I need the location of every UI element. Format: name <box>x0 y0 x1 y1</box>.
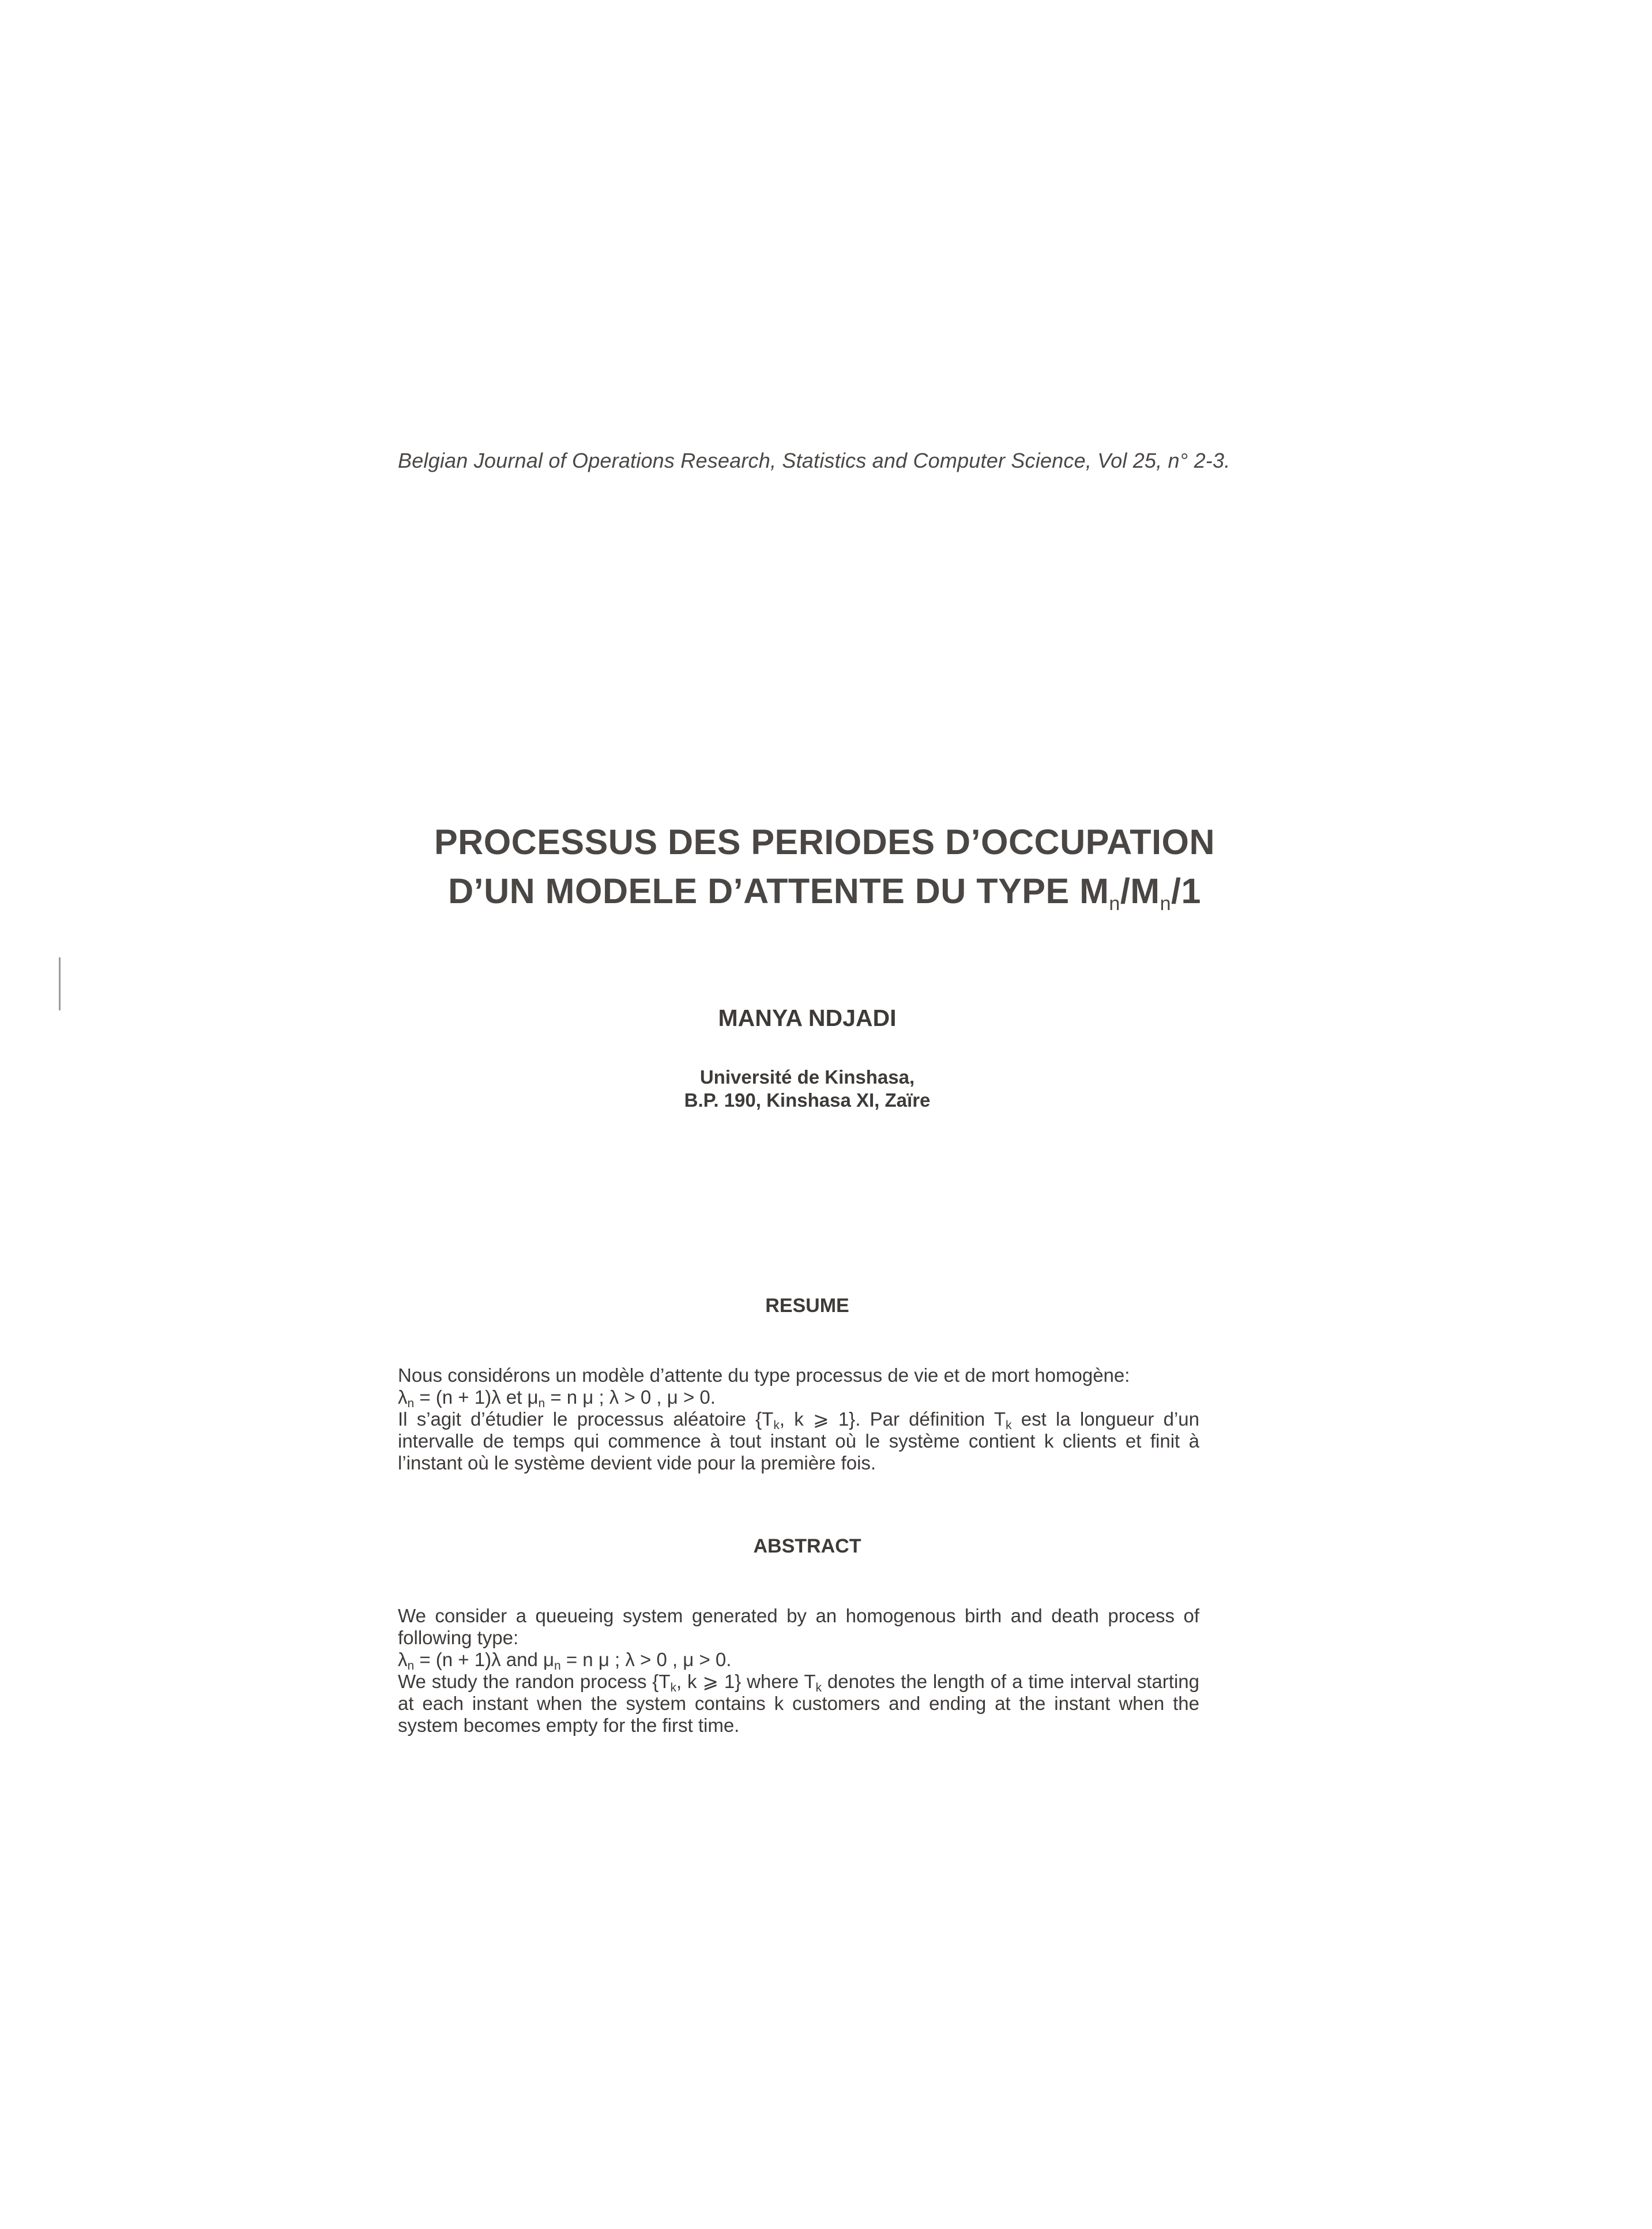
title-line-2-mid: /M <box>1120 871 1160 911</box>
definition-subscript: k <box>773 1419 780 1432</box>
formula-text: = (n + 1)λ et μ <box>414 1386 539 1408</box>
scan-edge-mark <box>59 957 61 1010</box>
formula-subscript: n <box>554 1659 561 1672</box>
definition-text: Il s’agit d’étudier le processus aléatoire {T <box>398 1408 774 1430</box>
formula-text: = (n + 1)λ and μ <box>414 1649 554 1670</box>
definition-subscript: k <box>815 1681 822 1694</box>
abstract-body <box>398 1605 1199 1736</box>
title-line-2-prefix: D’UN MODELE D’ATTENTE DU TYPE M <box>448 871 1109 911</box>
title-line-2-suffix: /1 <box>1171 871 1201 911</box>
paper-title <box>323 818 1326 916</box>
abstract-intro: We consider a queueing system generated by an homogenous birth and death process of following type: <box>398 1605 1199 1648</box>
author-name: MANYA NDJADI <box>718 1005 897 1031</box>
definition-subscript: k <box>670 1681 676 1694</box>
abstract-formula <box>398 1649 1199 1671</box>
formula-symbol: λ <box>398 1386 408 1408</box>
journal-header: Belgian Journal of Operations Research, Statistics and Computer Science, Vol 25, n° 2-3. <box>398 449 1230 472</box>
formula-subscript: n <box>538 1397 545 1410</box>
formula-text: = n μ ; λ > 0 , μ > 0. <box>545 1386 716 1408</box>
resume-formula <box>398 1386 1199 1408</box>
definition-text: , k ⩾ 1}. Par définition T <box>779 1408 1006 1430</box>
resume-heading: RESUME <box>765 1295 849 1317</box>
affiliation <box>577 1066 1038 1112</box>
definition-subscript: k <box>1006 1419 1012 1432</box>
formula-text: = n μ ; λ > 0 , μ > 0. <box>560 1649 732 1670</box>
affiliation-line-1: Université de Kinshasa, <box>699 1066 915 1088</box>
resume-intro: Nous considérons un modèle d’attente du type processus de vie et de mort homogène: <box>398 1365 1130 1386</box>
definition-text: , k ⩾ 1} where T <box>676 1671 816 1692</box>
definition-text: est la longueur d’un intervalle de temps qui commence à tout instant où le système contient k clients et finit à l’instant où le système devient vide pour la première fois. <box>398 1408 1199 1474</box>
title-line-1: PROCESSUS DES PERIODES D’OCCUPATION <box>434 822 1216 862</box>
formula-subscript: n <box>407 1397 415 1410</box>
definition-text: We study the randon process {T <box>398 1671 671 1692</box>
abstract-heading: ABSTRACT <box>753 1535 861 1557</box>
formula-subscript: n <box>407 1659 415 1672</box>
formula-symbol: λ <box>398 1649 408 1670</box>
resume-definition <box>398 1408 1199 1474</box>
title-subscript: n <box>1160 893 1171 915</box>
title-subscript: n <box>1109 893 1120 915</box>
abstract-definition <box>398 1671 1199 1736</box>
definition-text: denotes the length of a time interval starting at each instant when the system contains k customers and ending at the instant when the system becomes empty for the first time. <box>398 1671 1199 1736</box>
resume-body <box>398 1365 1199 1474</box>
affiliation-line-2: B.P. 190, Kinshasa XI, Zaïre <box>684 1089 931 1111</box>
title-line-2 <box>323 867 1326 916</box>
